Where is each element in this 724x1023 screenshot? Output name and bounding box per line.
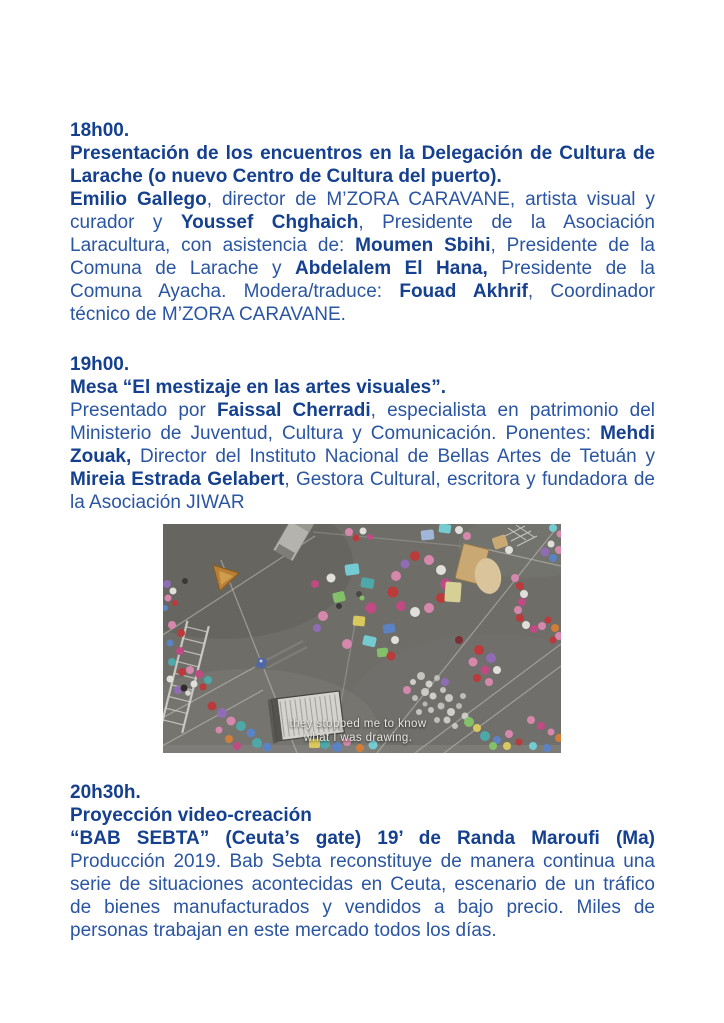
- event-time: 18h00.: [70, 120, 130, 141]
- event-description: [70, 399, 655, 514]
- video-subtitle: [163, 717, 553, 745]
- person-name: Fouad Akhrif: [399, 281, 528, 302]
- event-description: [70, 188, 655, 326]
- video-still-bab-sebta: [163, 524, 561, 753]
- text-run: , Presidente de la Comuna de Larache y: [70, 235, 655, 279]
- person-name: Faissal Cherradi: [216, 400, 371, 421]
- text-run: , Gestora Cultural, escritora y fundadora de la Asociación JIWAR: [70, 469, 655, 513]
- event-title: Mesa “El mestizaje en las artes visuales”.: [70, 377, 446, 398]
- text-run: , director de M’ZORA CARAVANE, artista visual y curador y: [70, 189, 655, 233]
- text-run: Presentado por: [70, 400, 217, 421]
- text-run: , especialista en patrimonio del Ministerio de Juventud, Cultura y Comunicación. Ponentes:: [70, 400, 655, 444]
- person-name: Abdelalem El Hana,: [295, 258, 488, 279]
- person-name: Youssef Chghaich: [180, 212, 359, 233]
- subtitle-line-2: what I was drawing.: [303, 732, 413, 744]
- event-19h00: [70, 353, 655, 514]
- text-run: , Coordinador técnico de M’ZORA CARAVANE.: [70, 281, 655, 325]
- person-name: Mireia Estrada Gelabert: [70, 469, 285, 490]
- person-name: Mehdi Zouak,: [70, 423, 655, 467]
- event-title: Proyección video-creación: [70, 805, 312, 826]
- event-18h00: [70, 119, 655, 326]
- event-title: Presentación de los encuentros en la Delegación de Cultura de Larache (o nuevo Centro de Cultura del puerto).: [70, 143, 655, 187]
- event-description: [70, 850, 655, 942]
- text-run: Producción 2019. Bab Sebta reconstituye de manera continua una serie de situaciones acontecidas en Ceuta, escenario de un tráfico de bienes manufacturados y vendidos a bajo precio. Miles de personas trabajan en este mercado todos los días.: [70, 851, 655, 941]
- event-time: 20h30h.: [70, 782, 141, 803]
- program-page: [70, 119, 655, 942]
- subtitle-line-1: they stopped me to know: [289, 718, 427, 730]
- person-name: Emilio Gallego: [70, 189, 207, 210]
- film-title: “BAB SEBTA” (Ceuta’s gate) 19’ de Randa Maroufi (Ma): [70, 828, 655, 849]
- text-run: , Presidente de la Asociación Laracultura, con asistencia de:: [70, 212, 655, 256]
- person-name: Moumen Sbihi: [355, 235, 491, 256]
- text-run: Presidente de la Comuna Ayacha. Modera/traduce:: [70, 258, 655, 302]
- event-time: 19h00.: [70, 354, 130, 375]
- event-20h30: [70, 781, 655, 942]
- text-run: Director del Instituto Nacional de Bellas Artes de Tetuán y: [131, 446, 655, 467]
